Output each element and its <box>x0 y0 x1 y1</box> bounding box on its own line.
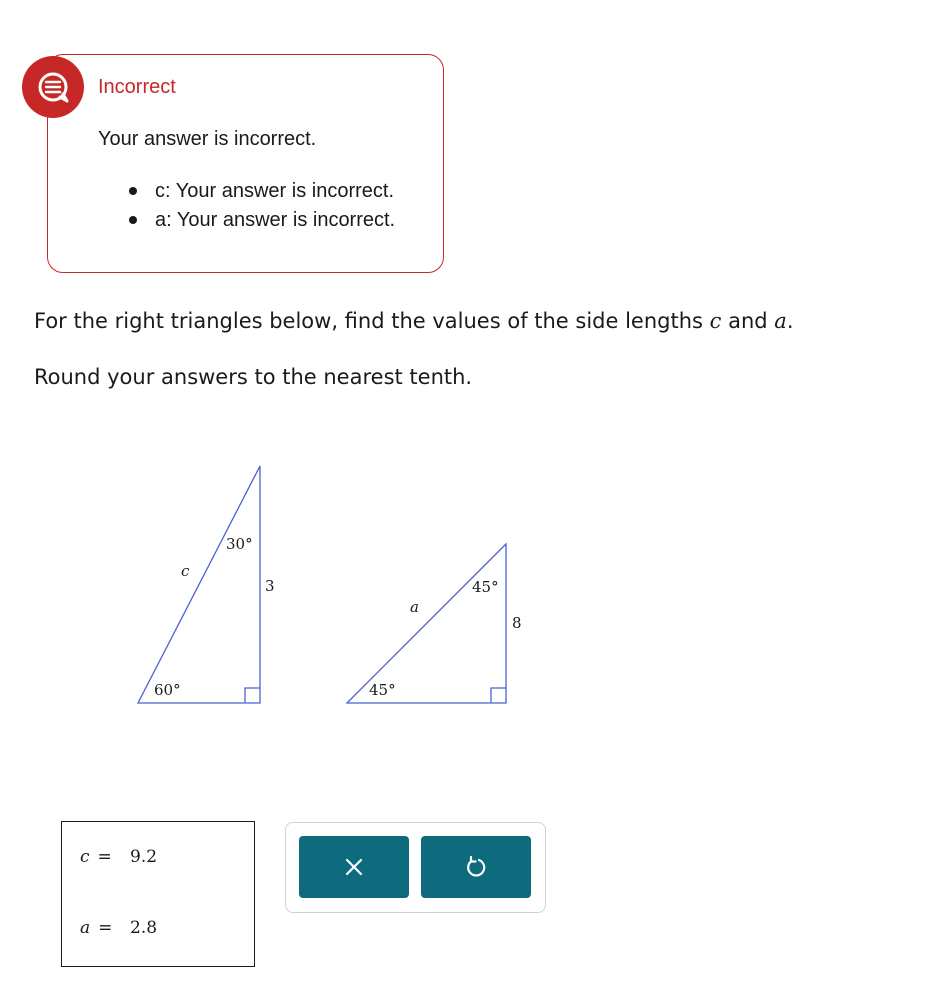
feedback-list <box>123 178 395 236</box>
label-side-3: 3 <box>265 577 275 595</box>
answer-var-a: a <box>80 918 91 938</box>
angle-30-label: 30° <box>226 535 253 553</box>
answer-row-a <box>80 918 158 938</box>
feedback-status: Incorrect <box>98 76 176 98</box>
instruction-text <box>34 309 794 333</box>
triangle-30-60-90 <box>138 466 260 703</box>
label-a: a <box>410 598 419 616</box>
equals-sign: = <box>98 918 113 938</box>
right-angle-marker-1 <box>245 688 260 703</box>
answer-box <box>61 821 255 967</box>
x-icon <box>299 836 409 898</box>
triangle-45-45-90 <box>347 544 506 703</box>
right-angle-marker-2 <box>491 688 506 703</box>
instruction-post: . <box>786 309 794 333</box>
instruction-mid: and <box>721 309 775 333</box>
variable-a: a <box>774 309 787 333</box>
feedback-badge <box>22 56 84 118</box>
clear-button[interactable] <box>299 836 409 898</box>
feedback-item-a: a: Your answer is incorrect. <box>123 207 395 236</box>
undo-button[interactable] <box>421 836 531 898</box>
feedback-message: Your answer is incorrect. <box>98 128 317 150</box>
triangles-diagram <box>0 440 931 730</box>
instruction-pre: For the right triangles below, find the values of the side lengths <box>34 309 710 333</box>
answer-input-a[interactable]: 2.8 <box>130 918 158 938</box>
answer-input-c[interactable]: 9.2 <box>130 847 158 867</box>
feedback-item-c: c: Your answer is incorrect. <box>123 178 395 207</box>
speech-bubble-icon <box>22 56 84 118</box>
answer-tools-panel <box>285 822 546 913</box>
angle-60-label: 60° <box>154 681 181 699</box>
undo-icon <box>421 836 531 898</box>
rounding-instruction: Round your answers to the nearest tenth. <box>34 365 473 389</box>
answer-row-c <box>80 847 158 867</box>
variable-c: c <box>709 309 722 333</box>
label-c: c <box>181 562 190 580</box>
angle-45-bottom-label: 45° <box>369 681 396 699</box>
label-side-8: 8 <box>512 614 522 632</box>
answer-var-c: c <box>80 847 90 867</box>
angle-45-top-label: 45° <box>472 578 499 596</box>
equals-sign: = <box>97 847 112 867</box>
